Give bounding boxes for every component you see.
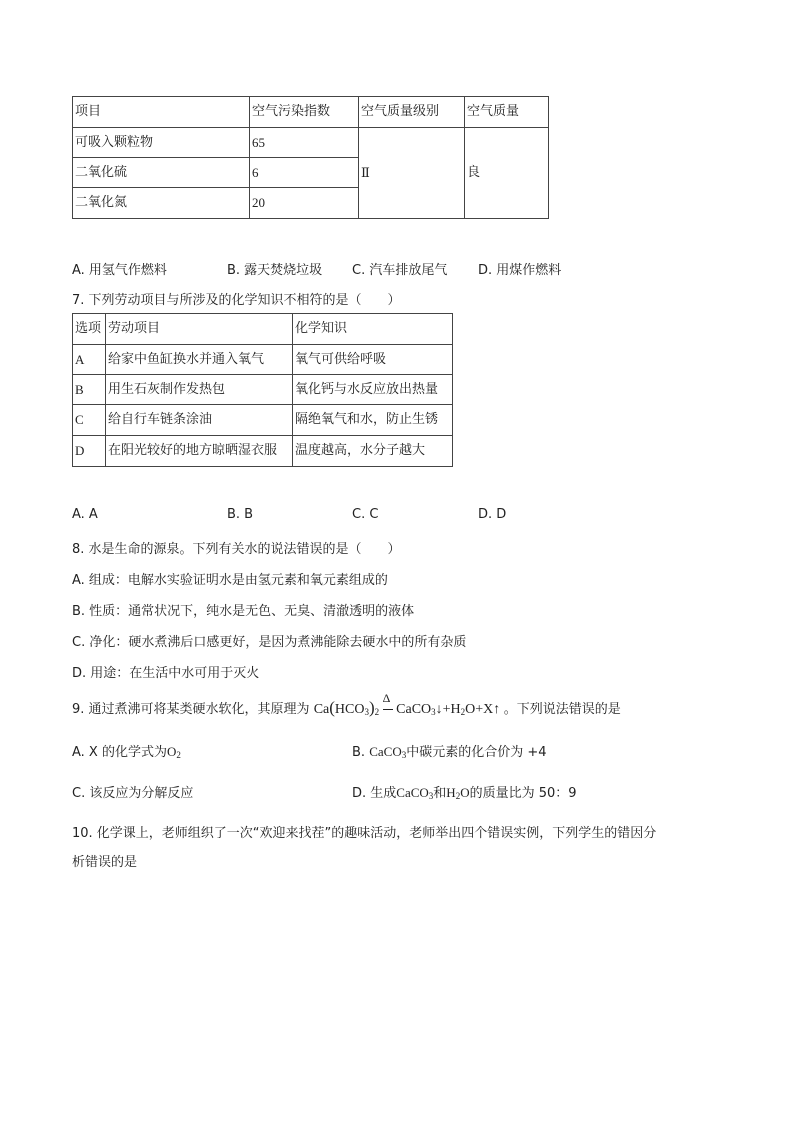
table-cell: 隔绝氧气和水，防止生锈 (293, 405, 453, 436)
q9-stem-prefix: 9. 通过煮沸可将某类硬水软化，其原理为 (72, 702, 310, 717)
air-quality-table (72, 96, 549, 219)
q7-stem: 7. 下列劳动项目与所涉及的化学知识不相符的是（ ） (72, 293, 401, 308)
table-cell: 给家中鱼缸换水并通入氧气 (106, 345, 293, 375)
q10-stem-line1: 10. 化学课上，老师组织了一次“欢迎来找茬”的趣味活动，老师举出四个错误实例，下列学生的错因分 (72, 826, 657, 841)
table-cell: 在阳光较好的地方晾晒湿衣服 (106, 436, 293, 467)
q7-option-b[interactable]: B. B (227, 507, 254, 522)
delta-symbol: Δ (382, 691, 391, 705)
header-cell: 项目 (73, 97, 250, 128)
table-cell: 6 (250, 158, 359, 188)
header-cell: 化学知识 (293, 314, 453, 345)
table-cell: A (73, 345, 106, 375)
q7-option-c[interactable]: C. C (352, 507, 379, 522)
table-cell: 氧气可供给呼吸 (293, 345, 453, 375)
table-cell: 二氧化硫 (73, 158, 250, 188)
q9-stem (72, 691, 621, 718)
eq-ca: Ca (313, 702, 330, 717)
eq-hco3: HCO (334, 702, 365, 717)
q7-table (72, 313, 453, 467)
table-cell: D (73, 436, 106, 467)
table-cell: 氧化钙与水反应放出热量 (293, 375, 453, 405)
q6-option-a[interactable]: A. 用氢气作燃料 (72, 263, 167, 278)
eq-sub: 2 (374, 707, 380, 717)
q9-option-c[interactable]: C. 该反应为分解反应 (72, 786, 194, 801)
table-cell: 用生石灰制作发热包 (106, 375, 293, 405)
table-cell: C (73, 405, 106, 436)
table-cell: 20 (250, 188, 359, 219)
q7-option-a[interactable]: A. A (72, 507, 98, 522)
q9-option-b[interactable]: B. CaCO$_3$中碳元素的化合价为 +4 (352, 744, 547, 760)
heating-condition (382, 691, 393, 718)
q10-stem-line2: 析错误的是 (72, 855, 138, 870)
header-cell: 空气质量级别 (359, 97, 465, 128)
q8-stem: 8. 水是生命的源泉。下列有关水的说法错误的是（ ） (72, 542, 401, 557)
eq-caco3: CaCO (396, 702, 432, 717)
header-cell: 选项 (73, 314, 106, 345)
q8-option-b[interactable]: B. 性质：通常状况下，纯水是无色、无臭、清澈透明的液体 (72, 604, 415, 619)
q8-option-a[interactable]: A. 组成：电解水实验证明水是由氢元素和氧元素组成的 (72, 573, 388, 588)
q7-option-d[interactable]: D. D (478, 507, 507, 522)
table-cell: 二氧化氮 (73, 188, 250, 219)
table-cell: 可吸入颗粒物 (73, 128, 250, 158)
q8-option-d[interactable]: D. 用途：在生活中水可用于灭火 (72, 666, 260, 681)
level-cell: Ⅱ (359, 128, 465, 219)
precipitate-arrow: ↓ (435, 702, 443, 717)
header-cell: 劳动项目 (106, 314, 293, 345)
header-cell: 空气质量 (465, 97, 549, 128)
table-cell: 给自行车链条涂油 (106, 405, 293, 436)
q6-option-d[interactable]: D. 用煤作燃料 (478, 263, 562, 278)
quality-cell: 良 (465, 128, 549, 219)
reaction-equation: $Ca(HCO_3)_2$ Δ $CaCO_3↓+H_2O+X↑$ (313, 691, 501, 717)
table-cell: 温度越高，水分子越大 (293, 436, 453, 467)
q8-option-c[interactable]: C. 净化：硬水煮沸后口感更好，是因为煮沸能除去硬水中的所有杂质 (72, 635, 467, 650)
gas-arrow: ↑ (493, 702, 501, 717)
q9-stem-suffix: 。下列说法错误的是 (503, 702, 621, 717)
header-cell: 空气污染指数 (250, 97, 359, 128)
table-cell: B (73, 375, 106, 405)
q6-option-b[interactable]: B. 露天焚烧垃圾 (227, 263, 323, 278)
q6-option-c[interactable]: C. 汽车排放尾气 (352, 263, 448, 278)
q9-option-a[interactable]: A. X 的化学式为$O_2$ (72, 744, 181, 760)
q9-option-d[interactable]: D. 生成CaCO$_3$和$H_2O$的质量比为 50：9 (352, 785, 577, 801)
eq-sub: 3 (364, 707, 369, 717)
table-cell: 65 (250, 128, 359, 158)
